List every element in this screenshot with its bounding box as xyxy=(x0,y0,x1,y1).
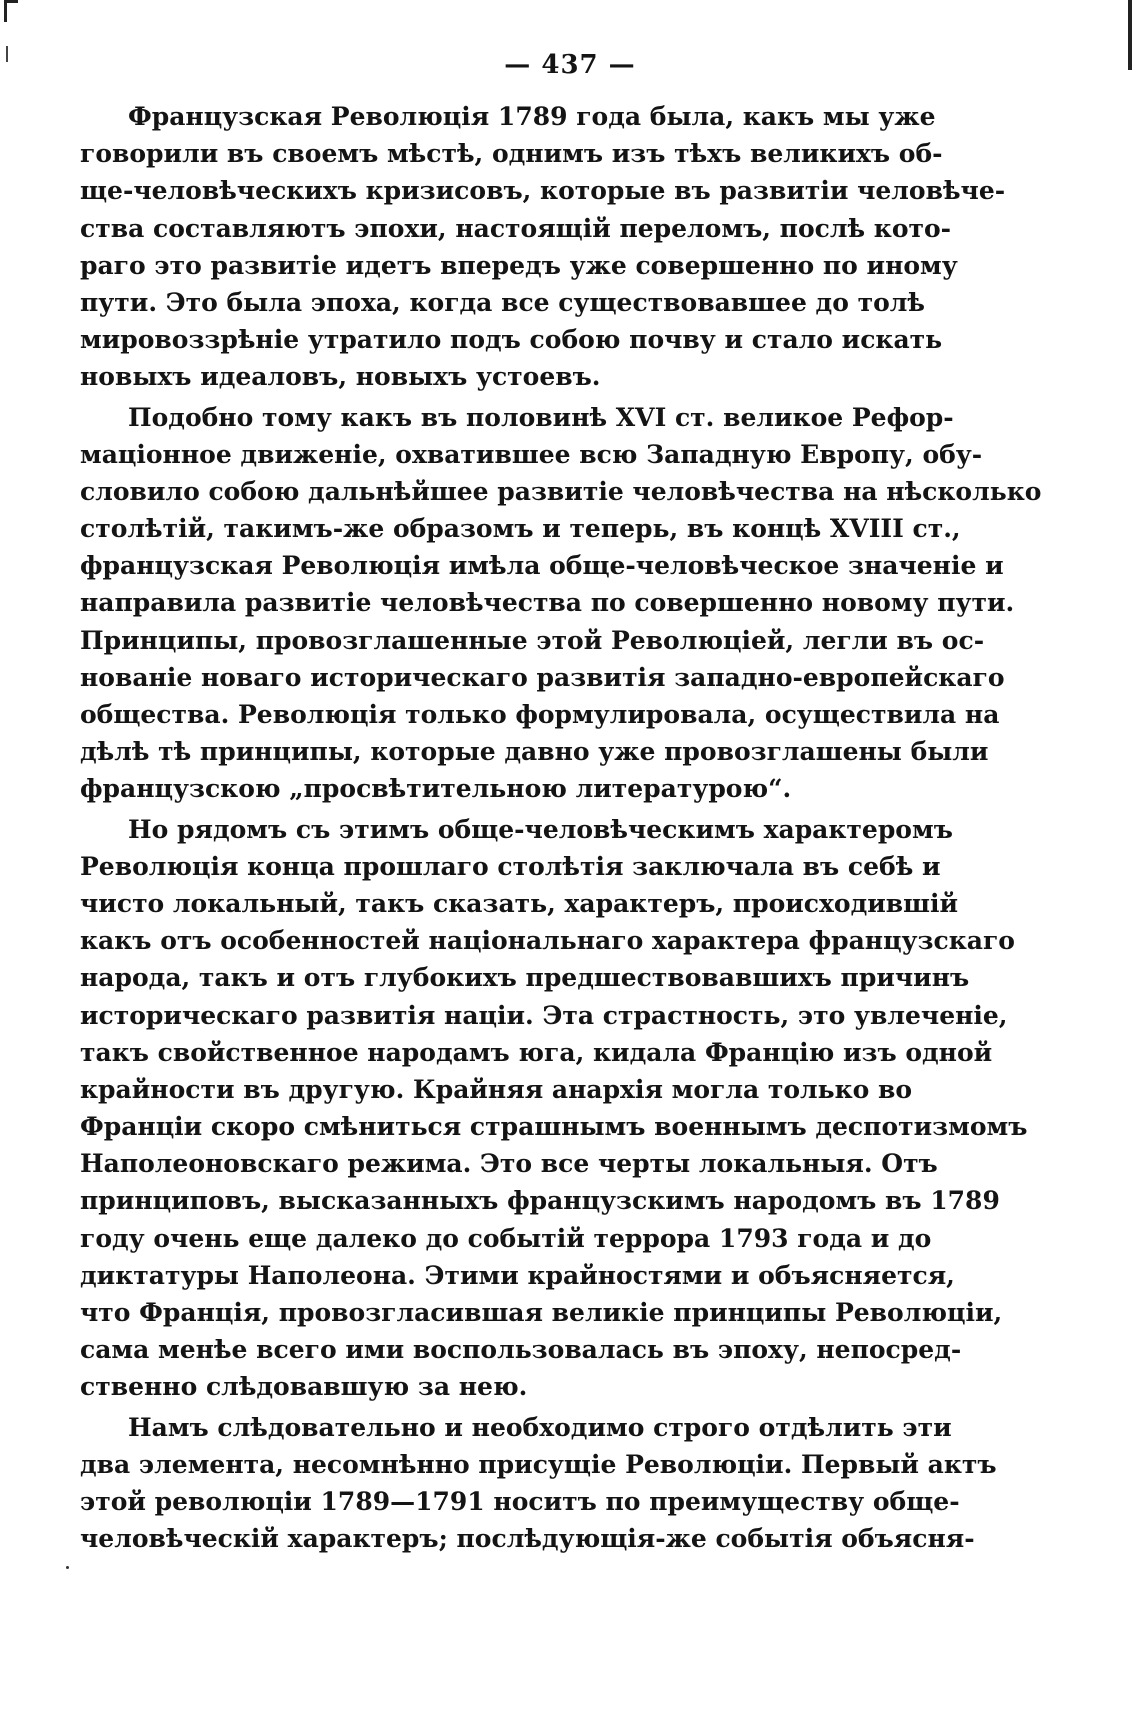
text-line: говорили въ своемъ мѣстѣ, однимъ изъ тѣхъ великихъ об- xyxy=(80,139,943,169)
text-line: ственно слѣдовавшую за нею. xyxy=(80,1372,528,1402)
text-line: крайности въ другую. Крайняя анархія могла только во xyxy=(80,1074,913,1104)
text-line: раго это развитіе идетъ впередъ уже совершенно по иному xyxy=(80,250,958,280)
text-line: ще-человѣческихъ кризисовъ, которые въ развитіи человѣче- xyxy=(80,176,1006,206)
text-line: Французская Революція 1789 года была, какъ мы уже xyxy=(128,102,936,131)
text-line: Намъ слѣдовательно и необходимо строго отдѣлить эти xyxy=(128,1412,952,1442)
text-line: направила развитіе человѣчества по совершенно новому пути. xyxy=(80,588,1015,618)
text-line: два элемента, несомнѣнно присущіе Революціи. Первый актъ xyxy=(80,1449,997,1479)
scan-edge-mark xyxy=(4,0,18,3)
text-line: мировоззрѣніе утратило подъ собою почву и стало искать xyxy=(80,325,943,355)
page-number: — 437 — xyxy=(504,50,636,80)
text-line: нованіе новаго историческаго развитія западно-европейскаго xyxy=(80,662,1005,692)
text-line: человѣческій характеръ; послѣдующія-же событія объясня- xyxy=(80,1524,975,1554)
text-line: Наполеоновскаго режима. Это все черты локальныя. Отъ xyxy=(80,1149,938,1179)
text-line: Революція конца прошлаго столѣтія заключала въ себѣ и xyxy=(80,851,941,881)
paragraph xyxy=(80,399,1042,808)
text-line: народа, такъ и отъ глубокихъ предшествовавшихъ причинъ xyxy=(80,963,970,993)
text-line: что Франція, провозгласившая великіе принципы Революціи, xyxy=(80,1298,1003,1327)
text-line: французская Революція имѣла обще-человѣческое значеніе и xyxy=(80,551,1004,581)
text-line: общества. Революція только формулировала, осуществила на xyxy=(80,700,1000,729)
text-line: диктатуры Наполеона. Этими крайностями и объясняется, xyxy=(80,1260,955,1290)
text-line: Франціи скоро смѣниться страшнымъ военнымъ деспотизмомъ xyxy=(80,1112,1028,1142)
text-line: историческаго развитія націи. Эта страстность, это увлеченіе, xyxy=(80,1000,1008,1030)
paragraph xyxy=(80,98,1006,396)
text-line: столѣтій, такимъ-же образомъ и теперь, въ концѣ XVIII ст., xyxy=(80,514,961,544)
scan-speck xyxy=(66,1566,69,1569)
paragraph xyxy=(80,1409,997,1558)
text-line: дѣлѣ тѣ принципы, которые давно уже провозглашены были xyxy=(80,737,989,767)
text-line: французскою „просвѣтительною литературою“. xyxy=(80,774,792,804)
text-line: Подобно тому какъ въ половинѣ XVI ст. великое Рефор- xyxy=(128,402,954,432)
body-text xyxy=(80,98,1042,1557)
text-line: такъ свойственное народамъ юга, кидала Францію изъ одной xyxy=(80,1037,993,1067)
text-line: ства составляютъ эпохи, настоящій переломъ, послѣ кото- xyxy=(80,213,952,243)
text-line: году очень еще далеко до событій террора 1793 года и до xyxy=(80,1223,932,1253)
text-line: новыхъ идеаловъ, новыхъ устоевъ. xyxy=(80,362,601,392)
text-line: маціонное движеніе, охватившее всю Западную Европу, обу- xyxy=(80,439,983,469)
text-line: словило собою дальнѣйшее развитіе человѣчества на нѣсколько xyxy=(80,476,1042,506)
text-line: Принципы, провозглашенные этой Революціей, легли въ ос- xyxy=(80,625,985,655)
scan-edge-mark xyxy=(4,0,7,22)
paragraph xyxy=(80,811,1028,1406)
text-line: этой революціи 1789—1791 носитъ по преимуществу обще- xyxy=(80,1486,960,1516)
text-line: Но рядомъ съ этимъ обще-человѣческимъ характеромъ xyxy=(128,814,953,844)
text-line: чисто локальный, такъ сказать, характеръ, происходившій xyxy=(80,888,959,918)
text-line: сама менѣе всего ими воспользовалась въ эпоху, непосред- xyxy=(80,1335,962,1365)
text-line: принциповъ, высказанныхъ французскимъ народомъ въ 1789 xyxy=(80,1186,1000,1216)
text-line: какъ отъ особенностей національнаго характера французскаго xyxy=(80,926,1015,956)
text-line: пути. Это была эпоха, когда все существовавшее до толѣ xyxy=(80,287,925,317)
